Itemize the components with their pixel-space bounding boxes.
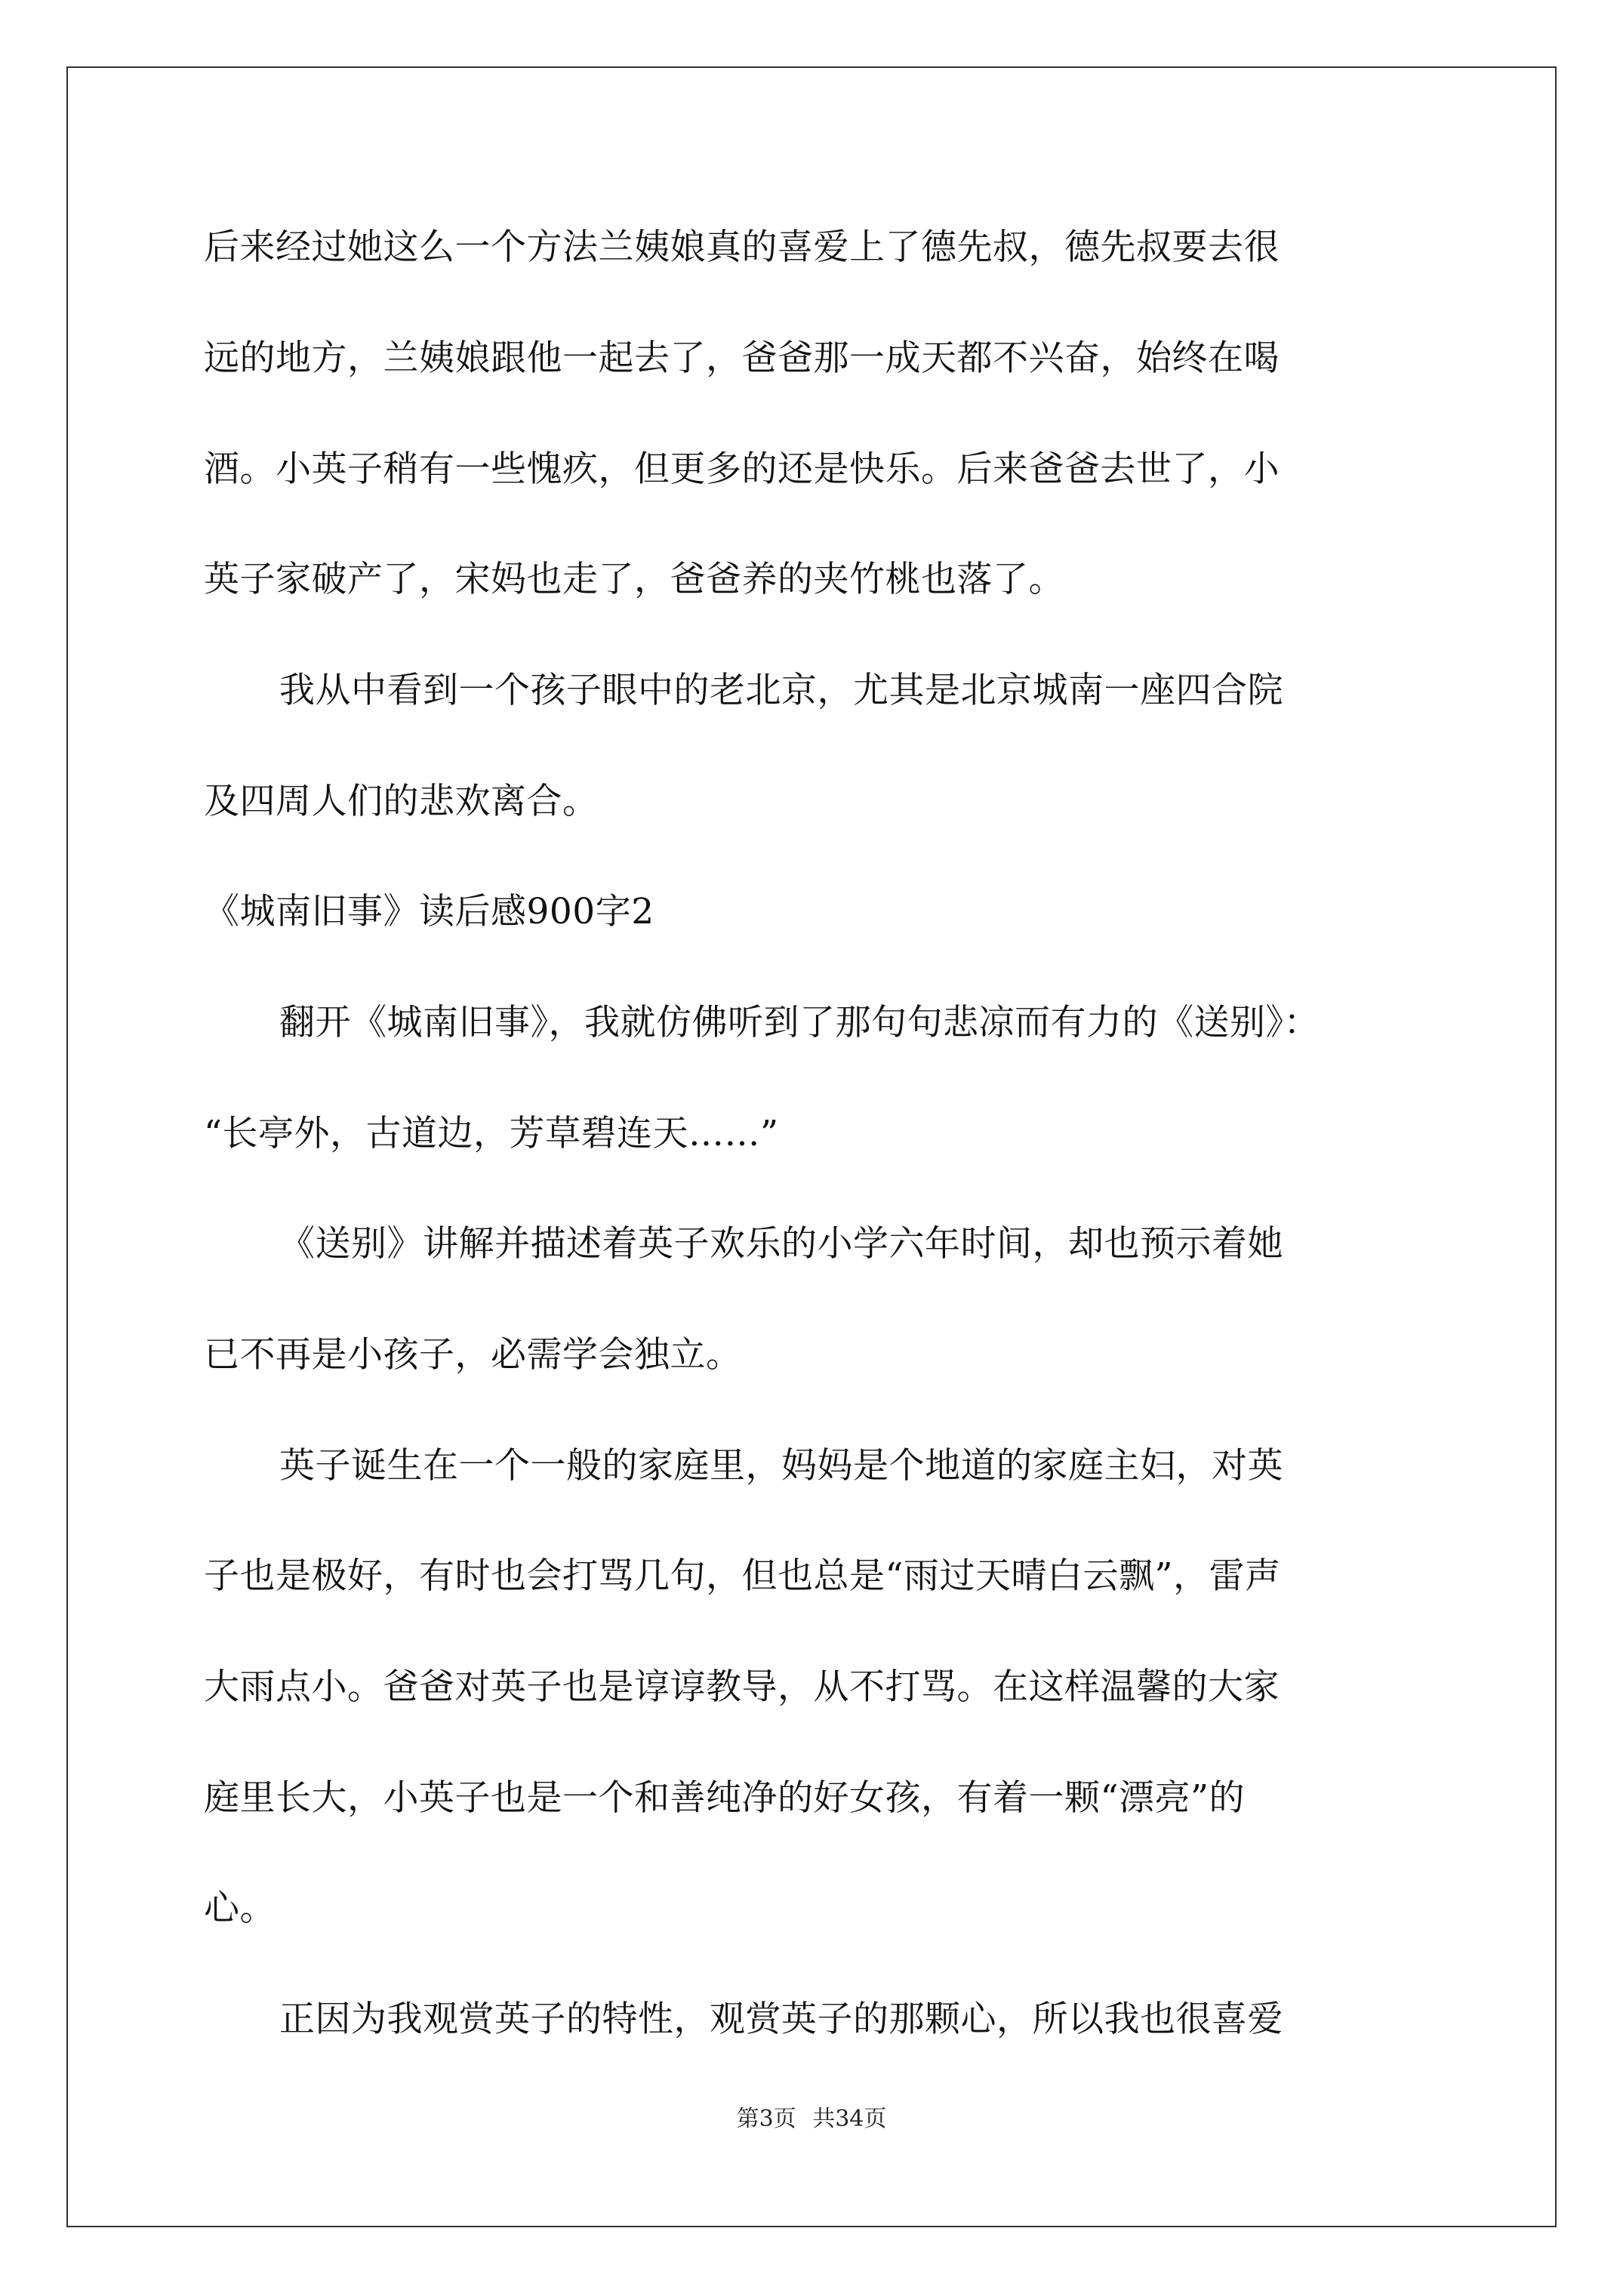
page-total: 共34页 <box>812 2106 887 2132</box>
body-text-line: 大雨点小。爸爸对英子也是谆谆教导，从不打骂。在这样温馨的大家 <box>204 1666 1280 1708</box>
body-text-line: 心。 <box>204 1888 276 1929</box>
body-text-line: 英子家破产了，宋妈也走了，爸爸养的夹竹桃也落了。 <box>204 559 1064 600</box>
body-text-line: 庭里长大，小英子也是一个和善纯净的好女孩，有着一颗“漂亮”的 <box>204 1777 1246 1819</box>
body-text-line: 子也是极好，有时也会打骂几句，但也总是“雨过天晴白云飘”，雷声 <box>204 1555 1281 1597</box>
body-text-line: “长亭外，古道边，芳草碧连天……” <box>204 1113 779 1154</box>
body-text-line: 及四周人们的悲欢离合。 <box>204 781 599 822</box>
body-text-line: 远的地方，兰姨娘跟他一起去了，爸爸那一成天都不兴奋，始终在喝 <box>204 337 1280 379</box>
body-text-line: 正因为我观赏英子的特性，观赏英子的那颗心，所以我也很喜爱 <box>279 1999 1283 2040</box>
section-heading: 《城南旧事》读后感900字2 <box>204 891 654 932</box>
body-text-line: 酒。小英子稍有一些愧疚，但更多的还是快乐。后来爸爸去世了，小 <box>204 448 1280 490</box>
body-text-line: 我从中看到一个孩子眼中的老北京，尤其是北京城南一座四合院 <box>279 670 1283 711</box>
body-text-line: 已不再是小孩子，必需学会独立。 <box>204 1334 742 1376</box>
body-text-line: 翻开《城南旧事》，我就仿佛听到了那句句悲凉而有力的《送别》： <box>279 1002 1320 1043</box>
page-number: 第3页 <box>736 2106 796 2132</box>
page-footer <box>0 2104 1623 2134</box>
body-text-line: 后来经过她这么一个方法兰姨娘真的喜爱上了德先叔，德先叔要去很 <box>204 227 1280 268</box>
body-text-line: 《送别》讲解并描述着英子欢乐的小学六年时间，却也预示着她 <box>279 1223 1283 1265</box>
body-text-line: 英子诞生在一个一般的家庭里，妈妈是个地道的家庭主妇，对英 <box>279 1445 1283 1487</box>
